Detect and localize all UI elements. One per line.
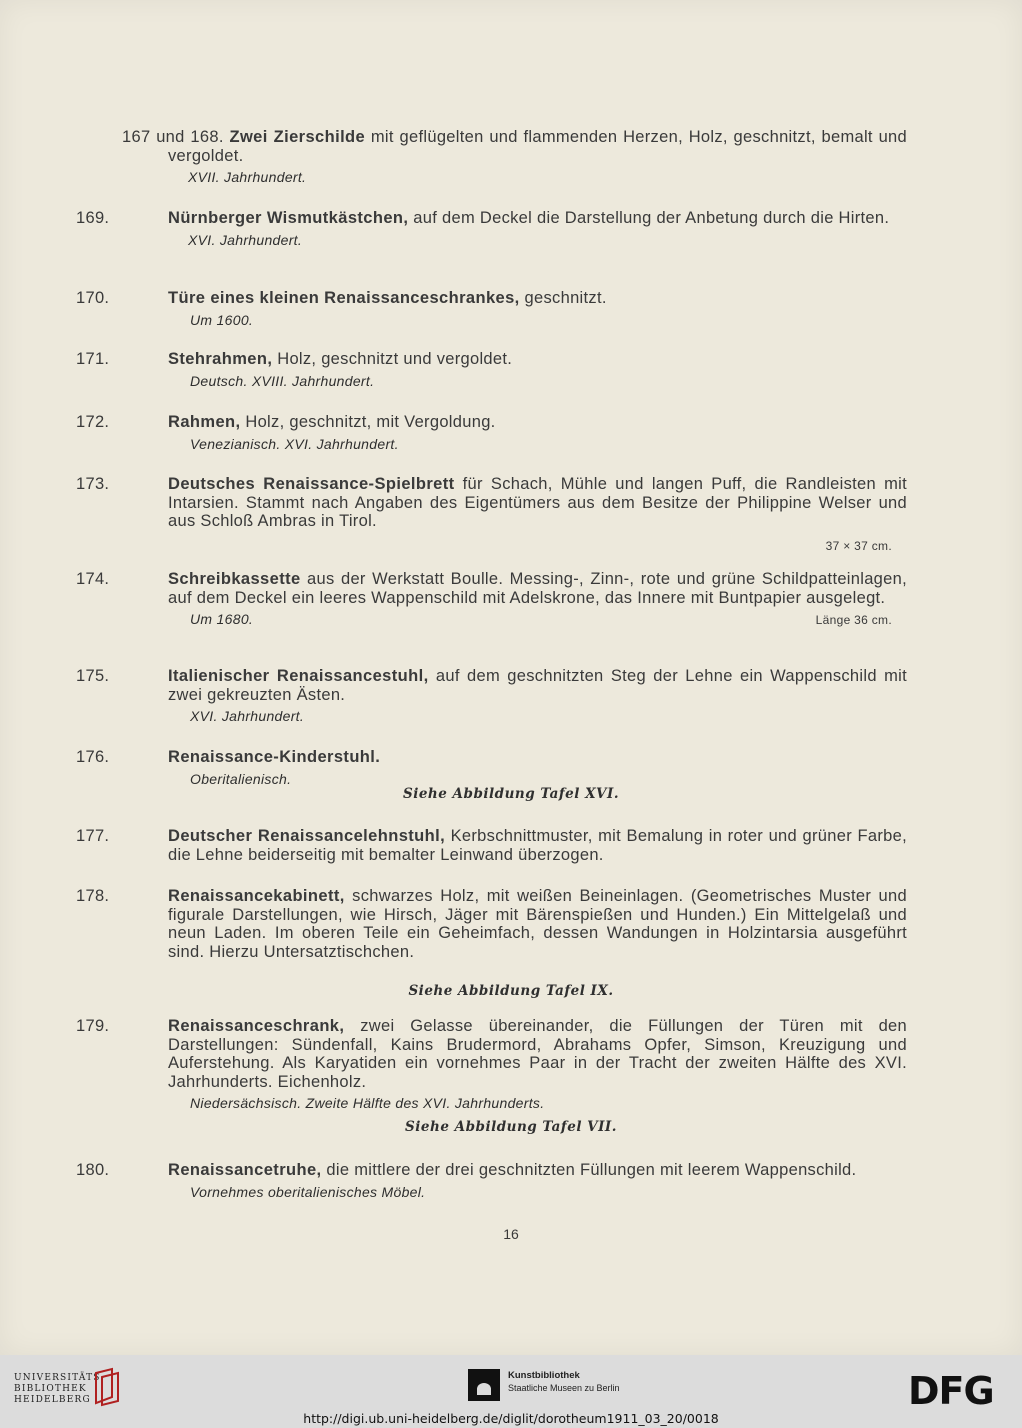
ub-line-1: UNIVERSITÄTS- <box>14 1373 106 1383</box>
entry-description: auf dem geschnitzten Steg der Lehne ein Wappenschild mit zwei gekreuzten Ästen. <box>168 667 907 704</box>
catalog-entry-167 <box>122 128 907 186</box>
entry-description: Holz, geschnitzt und vergoldet. <box>272 350 513 368</box>
ub-heidelberg-logo-icon <box>92 1367 120 1407</box>
kunstbibliothek-logo-icon <box>468 1369 500 1401</box>
catalog-entry-177 <box>76 827 907 864</box>
entry-number: 172. <box>76 413 110 431</box>
entry-heading: Deutscher Renaissancelehnstuhl, <box>168 827 446 845</box>
entry-number: 175. <box>76 667 110 685</box>
entry-heading: Zwei Zierschilde <box>229 128 366 146</box>
entry-note: Deutsch. XVIII. Jahrhundert. <box>190 372 375 389</box>
entry-number: 171. <box>76 350 110 368</box>
catalog-entry-180 <box>76 1161 907 1201</box>
entry-heading: Nürnberger Wismutkästchen, <box>168 209 409 227</box>
entry-number: 167 <box>122 128 151 146</box>
entry-number: 178. <box>76 887 110 905</box>
ub-line-2: BIBLIOTHEK <box>14 1384 87 1394</box>
entry-heading: Italienischer Renaissancestuhl, <box>168 667 429 685</box>
catalog-entry-170 <box>76 289 907 329</box>
entry-heading: Türe eines kleinen Renaissanceschrankes, <box>168 289 520 307</box>
entry-number: 176. <box>76 748 110 766</box>
entry-number: 170. <box>76 289 110 307</box>
entry-measurement: 37 × 37 cm. <box>825 538 892 553</box>
entry-prefix: und 168. <box>156 128 230 146</box>
catalog-entry-171 <box>76 350 907 390</box>
catalog-entry-174 <box>76 570 907 630</box>
entry-description: die mittlere der drei geschnitzten Füllungen mit leerem Wappenschild. <box>321 1161 857 1179</box>
entry-description: zwei Gelasse übereinander, die Füllungen der Türen mit den Darstellungen: Sündenfall, Kains Brudermord, Abrahams Opfer, Simson, Kreuzigung und Auferstehung. Als Karyatiden ein vornehmes Paar in der Tracht der zweiten Hälfte des XVI. Jahrhunderts. Eichenholz. <box>168 1017 907 1091</box>
entry-description: auf dem Deckel die Darstellung der Anbetung durch die Hirten. <box>408 209 890 227</box>
kunstbibliothek-label <box>508 1369 620 1394</box>
entry-number: 180. <box>76 1161 110 1179</box>
entry-description: schwarzes Holz, mit weißen Beineinlagen. (Geometrisches Muster und figurale Darstellungen, wie Hirsch, Jäger mit Bärenspießen und Hunden.) Ein Mittelgelaß und neun Laden. Im oberen Teile ein Geheimfach, dessen Wandungen in Holzintarsia ausgeführt sind. Hierzu Untersatztischchen. <box>168 887 907 961</box>
catalog-entry-169 <box>76 209 907 249</box>
ub-line-3: HEIDELBERG <box>14 1395 91 1405</box>
catalog-entry-176 <box>76 748 907 788</box>
entry-heading: Renaissanceschrank, <box>168 1017 345 1035</box>
entry-number: 174. <box>76 570 110 588</box>
entry-heading: Renaissancetruhe, <box>168 1161 322 1179</box>
catalog-entry-175 <box>76 667 907 725</box>
plate-reference: Siehe Abbildung Tafel IX. <box>408 983 614 999</box>
entry-description: Kerbschnittmuster, mit Bemalung in roter und grüner Farbe, die Lehne beiderseitig mit bemalter Leinwand überzogen. <box>168 827 907 864</box>
entry-note: Um 1680. <box>190 611 254 627</box>
entry-description: für Schach, Mühle und langen Puff, die Randleisten mit Intarsien. Stammt nach Angaben des Eigentümers aus dem Besitze der Philippine Welser und aus Schloß Ambras in Tirol. <box>168 475 907 530</box>
entry-description: mit geflügelten und flammenden Herzen, Holz, geschnitzt, bemalt und vergoldet. <box>168 128 907 165</box>
entry-note: XVI. Jahrhundert. <box>188 231 303 248</box>
catalog-entry-172 <box>76 413 907 453</box>
catalog-entry-173 <box>76 475 907 555</box>
entry-heading: Deutsches Renaissance-Spielbrett <box>168 475 455 493</box>
entry-note: Venezianisch. XVI. Jahrhundert. <box>190 435 399 452</box>
entry-heading: Rahmen, <box>168 413 241 431</box>
entry-note: Vornehmes oberitalienisches Möbel. <box>190 1183 426 1200</box>
entry-number: 179. <box>76 1017 110 1035</box>
kb-subtitle: Staatliche Museen zu Berlin <box>508 1383 620 1393</box>
catalog-entry-179 <box>76 1017 907 1112</box>
entry-number: 169. <box>76 209 110 227</box>
entry-description: aus der Werkstatt Boulle. Messing-, Zinn-, rote und grüne Schildpatteinlagen, auf dem Deckel ein leeres Wappenschild mit Adelskrone, das Innere mit Buntpapier ausgelegt. <box>168 570 907 607</box>
entry-note: Um 1600. <box>190 311 254 328</box>
entry-note: XVII. Jahrhundert. <box>188 169 307 185</box>
entry-heading: Stehrahmen, <box>168 350 273 368</box>
dfg-logo: DFG <box>908 1369 994 1413</box>
entry-note: XVI. Jahrhundert. <box>190 708 305 724</box>
entry-heading: Renaissancekabinett, <box>168 887 345 905</box>
entry-number: 177. <box>76 827 110 845</box>
entry-measurement: Länge 36 cm. <box>815 613 892 627</box>
entry-heading: Renaissance-Kinderstuhl. <box>168 748 381 766</box>
plate-reference: Siehe Abbildung Tafel XVI. <box>402 786 620 802</box>
page-number: 16 <box>503 1226 519 1242</box>
entry-description: Holz, geschnitzt, mit Vergoldung. <box>240 413 496 431</box>
entry-number: 173. <box>76 475 110 493</box>
entry-note: Niedersächsisch. Zweite Hälfte des XVI. Jahrhunderts. <box>190 1095 545 1111</box>
digitization-footer <box>0 1355 1022 1428</box>
entry-note: Oberitalienisch. <box>190 770 292 787</box>
source-url[interactable]: http://digi.ub.uni-heidelberg.de/diglit/dorotheum1911_03_20/0018 <box>303 1411 719 1426</box>
entry-heading: Schreibkassette <box>168 570 301 588</box>
plate-reference: Siehe Abbildung Tafel VII. <box>405 1119 617 1135</box>
entry-description: geschnitzt. <box>519 289 607 307</box>
catalog-entry-178 <box>76 887 907 961</box>
kb-title: Kunstbibliothek <box>508 1370 580 1381</box>
